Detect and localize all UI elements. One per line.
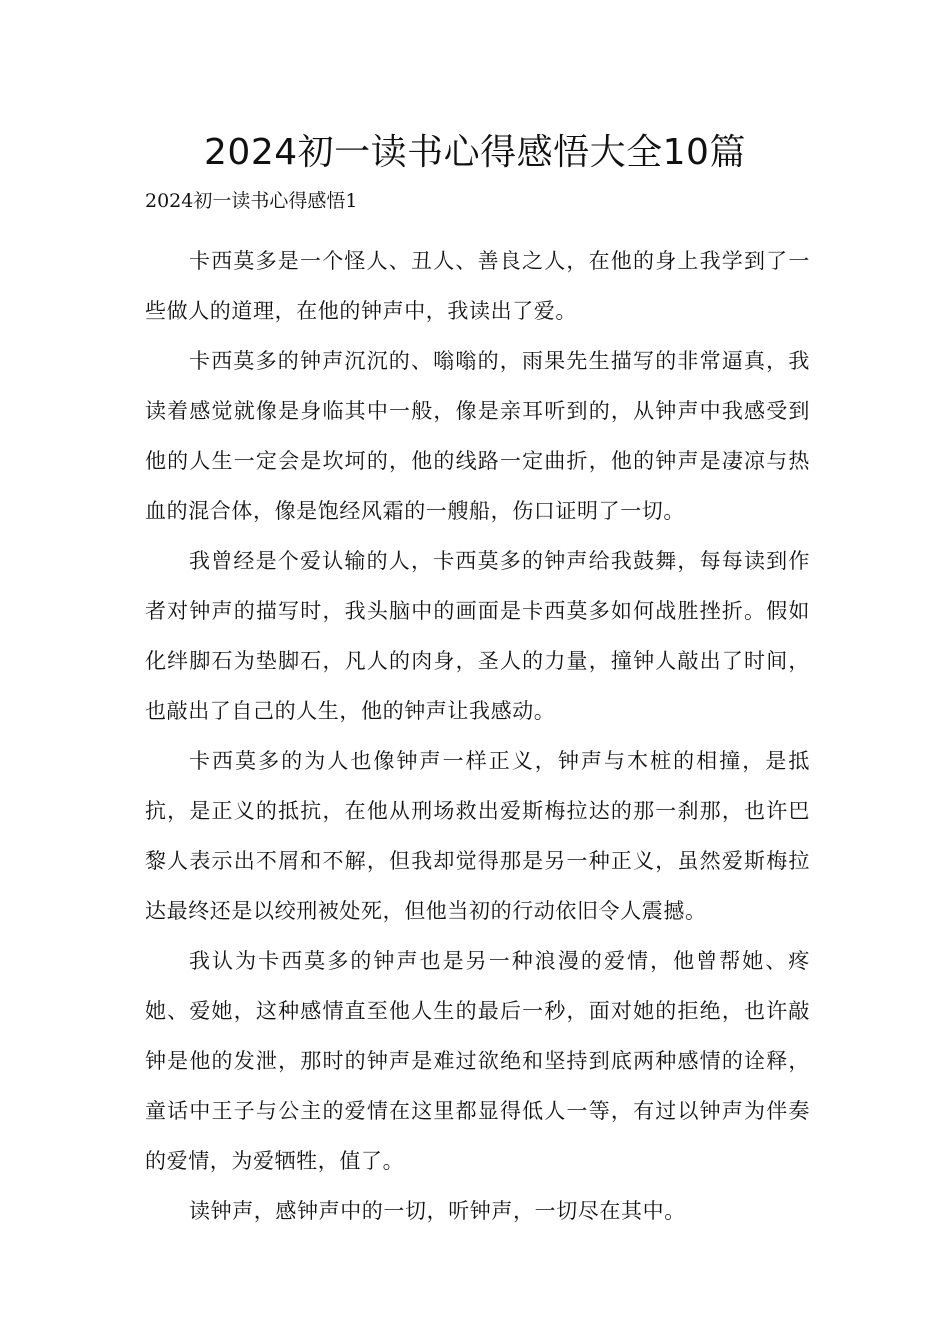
paragraph-4: 卡西莫多的为人也像钟声一样正义，钟声与木桩的相撞，是抵抗，是正义的抵抗，在他从刑场救出爱斯梅拉达的那一刹那，也许巴黎人表示出不屑和不解，但我却觉得那是另一种正义，虽然爱斯梅拉达最终还是以绞刑被处死，但他当初的行动依旧令人震撼。 xyxy=(145,749,810,923)
paragraph-5: 我认为卡西莫多的钟声也是另一种浪漫的爱情，他曾帮她、疼她、爱她，这种感情直至他人生的最后一秒，面对她的拒绝，也许敲钟是他的发泄，那时的钟声是难过欲绝和坚持到底两种感情的诠释，童话中王子与公主的爱情在这里都显得低人一等，有过以钟声为伴奏的爱情，为爱牺牲，值了。 xyxy=(145,949,810,1173)
paragraph-1: 卡西莫多是一个怪人、丑人、善良之人，在他的身上我学到了一些做人的道理，在他的钟声中，我读出了爱。 xyxy=(145,249,810,323)
paragraph-3: 我曾经是个爱认输的人，卡西莫多的钟声给我鼓舞，每每读到作者对钟声的描写时，我头脑中的画面是卡西莫多如何战胜挫折。假如化绊脚石为垫脚石，凡人的肉身，圣人的力量，撞钟人敲出了时间，也敲出了自己的人生，他的钟声让我感动。 xyxy=(145,549,810,723)
document-body xyxy=(145,236,810,1236)
section-heading: 2024初一读书心得感悟1 xyxy=(145,190,358,212)
document-title: 2024初一读书心得感悟大全10篇 xyxy=(204,132,746,173)
paragraph-6: 读钟声，感钟声中的一切，听钟声，一切尽在其中。 xyxy=(189,1199,686,1223)
paragraph-2: 卡西莫多的钟声沉沉的、嗡嗡的，雨果先生描写的非常逼真，我读着感觉就像是身临其中一般，像是亲耳听到的，从钟声中我感受到他的人生一定会是坎坷的，他的线路一定曲折，他的钟声是凄凉与热血的混合体，像是饱经风霜的一艘船，伤口证明了一切。 xyxy=(145,349,810,523)
